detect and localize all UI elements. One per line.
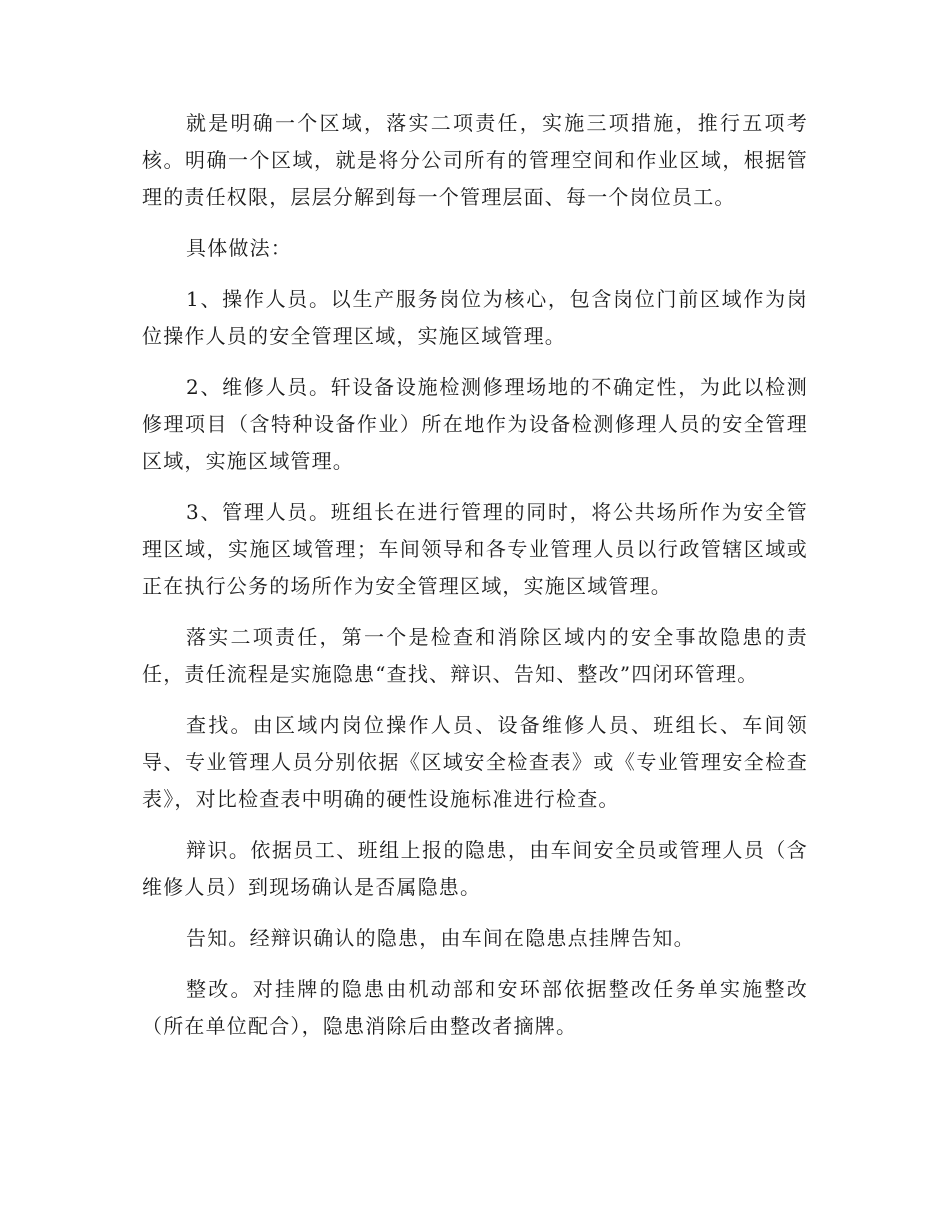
paragraph-operators: 1、操作人员。以生产服务岗位为核心，包含岗位门前区域作为岗位操作人员的安全管理区域，实施区域管理。 <box>142 287 808 348</box>
document-body <box>142 105 808 1059</box>
paragraph-maintenance: 2、维修人员。轩设备设施检测修理场地的不确定性，为此以检测修理项目（含特种设备作业）所在地作为设备检测修理人员的安全管理区域，实施区域管理。 <box>142 375 808 473</box>
paragraph-two-responsibilities: 落实二项责任，第一个是检查和消除区域内的安全事故隐患的责任，责任流程是实施隐患“查找、辩识、告知、整改”四闭环管理。 <box>142 625 808 686</box>
paragraph-notify: 告知。经辩识确认的隐患，由车间在隐患点挂牌告知。 <box>186 926 695 950</box>
paragraph-rectify: 整改。对挂牌的隐患由机动部和安环部依据整改任务单实施整改（所在单位配合），隐患消除后由整改者摘牌。 <box>142 977 808 1038</box>
paragraph-method-heading: 具体做法： <box>186 236 292 260</box>
paragraph-find: 查找。由区域内岗位操作人员、设备维修人员、班组长、车间领导、专业管理人员分别依据《区域安全检查表》或《专业管理安全检查表》，对比检查表中明确的硬性设施标准进行检查。 <box>142 713 808 811</box>
paragraph-identify: 辩识。依据员工、班组上报的隐患，由车间安全员或管理人员（含维修人员）到现场确认是否属隐患。 <box>142 838 808 899</box>
paragraph-intro: 就是明确一个区域，落实二项责任，实施三项措施，推行五项考核。明确一个区域，就是将分公司所有的管理空间和作业区域，根据管理的责任权限，层层分解到每一个管理层面、每一个岗位员工。 <box>142 111 808 209</box>
paragraph-managers: 3、管理人员。班组长在进行管理的同时，将公共场所作为安全管理区域，实施区域管理；车间领导和各专业管理人员以行政管辖区域或正在执行公务的场所作为安全管理区域，实施区域管理。 <box>142 500 808 598</box>
